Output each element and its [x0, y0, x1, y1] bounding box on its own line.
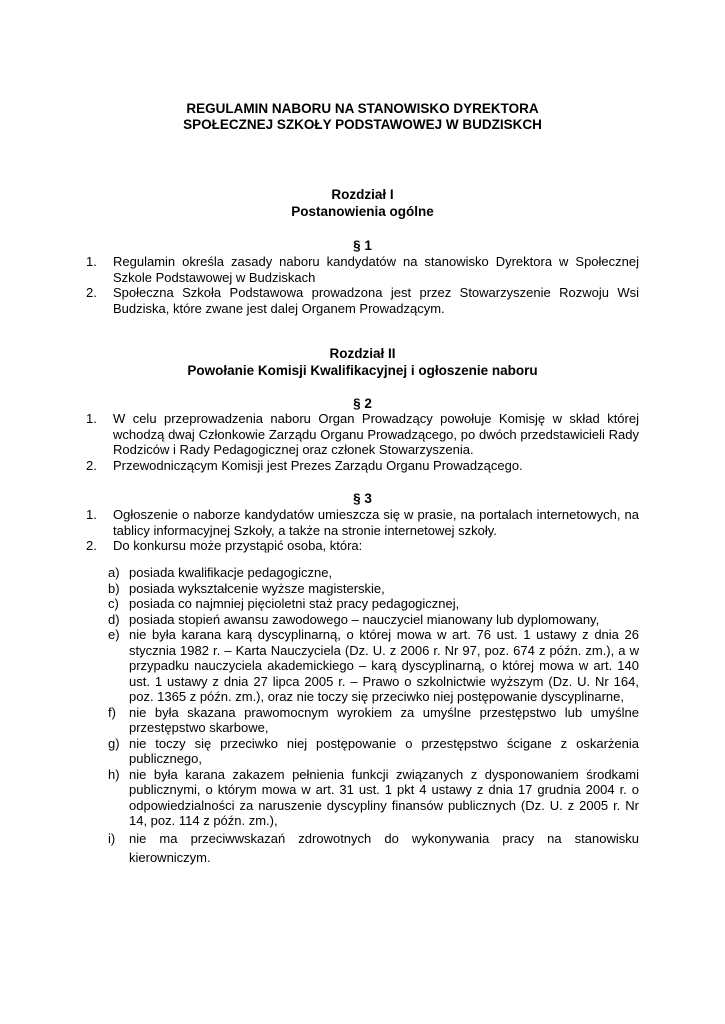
- condition-text: posiada kwalifikacje pedagogiczne,: [129, 565, 333, 580]
- document-title: [0, 101, 725, 133]
- title-line-2: SPOŁECZNEJ SZKOŁY PODSTAWOWEJ W BUDZISKCH: [183, 117, 542, 132]
- item-text: Regulamin określa zasady naboru kandydatów na stanowisko Dyrektora w Społecznej Szkole Podstawowej w Budziskach: [113, 254, 639, 285]
- condition-item: [108, 705, 639, 736]
- chapter-1-header: [0, 186, 725, 220]
- list-item: [86, 411, 639, 458]
- chapter-2-header: [0, 345, 725, 379]
- chapter-subheading: Postanowienia ogólne: [291, 204, 434, 219]
- item-number: 1.: [86, 411, 97, 426]
- condition-text: posiada wykształcenie wyższe magisterskie,: [129, 580, 385, 596]
- condition-text: nie była karana zakazem pełnienia funkcji związanych z dysponowaniem środkami publicznymi, o którym mowa w art. 31 ust. 1 pkt 4 ustawy z dnia 17 grudnia 2004 r. o odpowiedzialności za naruszenie dyscypliny finansów publicznych (Dz. U. z 2005 r. Nr 14, poz. 114 z późn. zm.),: [129, 766, 639, 828]
- condition-letter: i): [108, 830, 116, 846]
- item-text: Społeczna Szkoła Podstawowa prowadzona jest przez Stowarzyszenie Rozwoju Wsi Budziska, które zwane jest dalej Organem Prowadzącym.: [113, 285, 639, 316]
- condition-text: nie była karana karą dyscyplinarną, o której mowa w art. 76 ust. 1 ustawy z dnia 26 stycznia 1982 r. – Karta Nauczyciela (Dz. U. z 2006 r. Nr 97, poz. 674 z późn. zm.), a w przypadku nauczyciela akademickiego – karą dyscyplinarną, o której mowa w art. 140 ust. 1 ustawy z dnia 27 lipca 2005 r. – Prawo o szkolnictwie wyższym (Dz. U. Nr 164, poz. 1365 z późn. zm.), oraz nie toczy się przeciwko niej postępowanie dyscyplinarne,: [129, 627, 639, 704]
- condition-item: [108, 596, 639, 612]
- condition-item: [108, 565, 639, 581]
- chapter-subheading: Powołanie Komisji Kwalifikacyjnej i ogłoszenie naboru: [187, 363, 538, 378]
- condition-item: [108, 767, 639, 829]
- section-1-number: § 1: [353, 238, 372, 253]
- condition-letter: d): [108, 611, 120, 627]
- list-item: [86, 458, 639, 474]
- item-number: 1.: [86, 254, 97, 269]
- item-number: 2.: [86, 538, 97, 553]
- item-text: Do konkursu może przystąpić osoba, która:: [113, 538, 363, 553]
- section-2-list: [86, 411, 639, 473]
- condition-letter: a): [108, 565, 120, 580]
- item-number: 2.: [86, 457, 97, 473]
- title-line-1: REGULAMIN NABORU NA STANOWISKO DYREKTORA: [186, 101, 539, 116]
- section-2-number: § 2: [353, 396, 372, 411]
- list-item: [86, 507, 639, 538]
- condition-letter: c): [108, 596, 119, 611]
- condition-item: [108, 736, 639, 767]
- list-item: [86, 285, 639, 316]
- condition-letter: g): [108, 735, 120, 751]
- condition-item: [108, 627, 639, 705]
- condition-item: [108, 829, 639, 867]
- item-text: Przewodniczącym Komisji jest Prezes Zarządu Organu Prowadzącego.: [113, 457, 523, 473]
- list-item: [86, 254, 639, 285]
- condition-letter: b): [108, 580, 120, 596]
- condition-text: posiada co najmniej pięcioletni staż pracy pedagogicznej,: [129, 596, 460, 611]
- item-text: Ogłoszenie o naborze kandydatów umieszcza się w prasie, na portalach internetowych, na tablicy informacyjnej Szkoły, a także na stronie internetowej szkoły.: [113, 507, 639, 538]
- chapter-heading: Rozdział II: [329, 346, 396, 361]
- list-item: [86, 538, 639, 554]
- condition-letter: e): [108, 627, 120, 642]
- item-number: 1.: [86, 507, 97, 522]
- conditions-list: [108, 565, 639, 867]
- condition-item: [108, 581, 639, 597]
- condition-text: nie toczy się przeciwko niej postępowanie o przestępstwo ścigane z oskarżenia publicznego,: [129, 735, 639, 766]
- condition-item: [108, 612, 639, 628]
- condition-letter: f): [108, 704, 116, 720]
- section-1-list: [86, 254, 639, 316]
- section-3-number: § 3: [353, 491, 372, 506]
- condition-text: nie ma przeciwwskazań zdrowotnych do wykonywania pracy na stanowisku kierowniczym.: [129, 830, 639, 865]
- item-text: W celu przeprowadzenia naboru Organ Prowadzący powołuje Komisję w skład której wchodzą dwaj Członkowie Zarządu Organu Prowadzącego, po dwóch przedstawicieli Rady Rodziców i Rady Pedagogicznej oraz członek Stowarzyszenia.: [113, 411, 639, 457]
- section-3-list: [86, 507, 639, 554]
- condition-text: posiada stopień awansu zawodowego – nauczyciel mianowany lub dyplomowany,: [129, 611, 600, 627]
- condition-letter: h): [108, 766, 120, 782]
- chapter-heading: Rozdział I: [331, 187, 394, 202]
- condition-text: nie była skazana prawomocnym wyrokiem za umyślne przestępstwo lub umyślne przestępstwo skarbowe,: [129, 704, 639, 735]
- item-number: 2.: [86, 285, 97, 300]
